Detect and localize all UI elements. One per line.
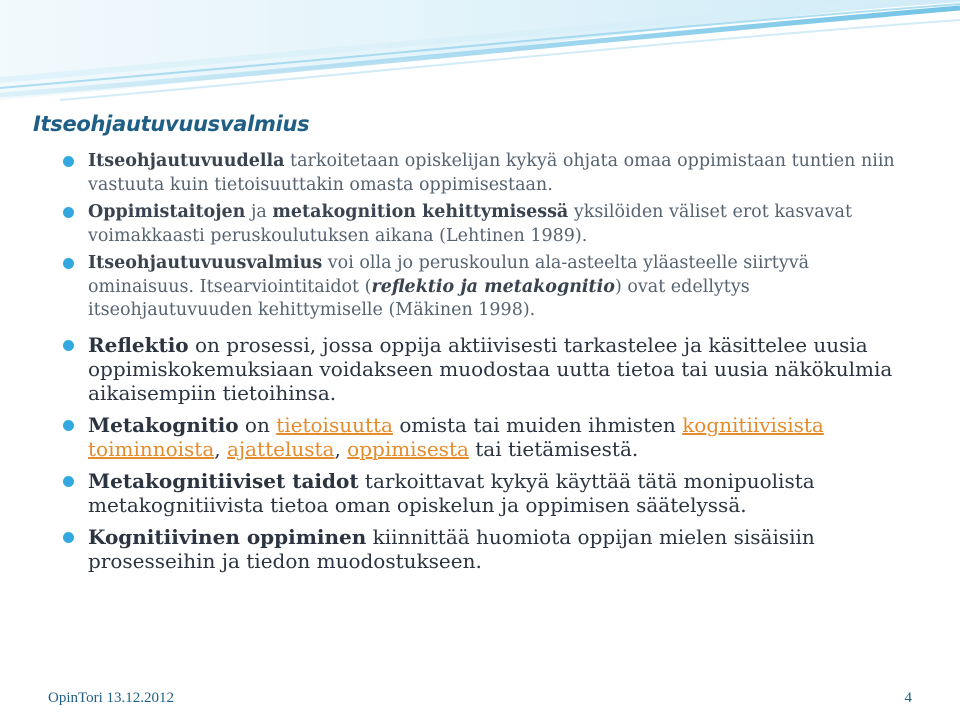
item-text: kiinnittää huomiota oppijan mielen sisäisiin prosesseihin ja tiedon muodostukseen. [88,524,815,573]
bullet-list [58,150,918,581]
item-text: , [214,436,227,461]
item-text: ja [245,202,273,222]
list-item [58,525,918,573]
bullet-icon [63,476,74,487]
term-bold: Itseohjautuvuudella [88,151,285,171]
item-text: voi olla jo peruskoulun ala-asteelta yläasteelle siirtyvä ominaisuus. Itsearviointitaidot ( [88,253,810,297]
link-oppimisesta[interactable]: oppimisesta [347,436,469,461]
slide-title: Itseohjautuvuusvalmius [33,112,310,136]
item-text: ) ovat edellytys itseohjautuvuuden kehittymiselle (Mäkinen 1998). [88,276,750,320]
page-number: 4 [904,690,912,706]
bullet-icon [63,532,74,543]
item-text: on prosessi, jossa oppija aktiivisesti tarkastelee ja käsittelee uusia oppimiskokemuksiaan voidakseen muodostaa uutta tietoa tai uusia näkökulmia aikaisempiin tietoihinsa. [88,332,893,405]
list-item [58,413,918,461]
item-text: yksilöiden väliset erot kasvavat voimakkaasti peruskoulutuksen aikana (Lehtinen 1989). [88,202,853,246]
item-text: tarkoittavat kykyä käyttää tätä monipuolista metakognitiivista tietoa oman opiskelun ja oppimisen säätelyssä. [88,468,815,517]
bullet-icon [63,156,74,167]
list-item [58,150,918,197]
link-kognitiivisista-toiminnoista[interactable]: kognitiivisista toiminnoista [88,412,824,461]
item-text: tarkoitetaan opiskelijan kykyä ohjata omaa oppimistaan tuntien niin vastuuta kuin tietoisuuttakin omasta oppimisestaan. [88,151,895,195]
bullet-icon [63,340,74,351]
term-bold-italic: reflektio ja metakognitio [371,276,615,297]
bullet-icon [63,420,74,431]
list-item [58,201,918,248]
term-bold: Kognitiivinen oppiminen [88,524,367,549]
term-bold: Oppimistaitojen [88,202,246,222]
link-ajattelusta[interactable]: ajattelusta [226,436,335,461]
item-text: omista tai muiden ihmisten [392,412,683,437]
term-bold: Metakognitiiviset taidot [88,468,359,493]
list-item [58,252,918,323]
list-item [58,469,918,517]
list-item [58,333,918,405]
bullet-icon [63,258,74,269]
term-bold: Metakognitio [88,412,239,437]
term-bold: Itseohjautuvuusvalmius [88,253,323,273]
footer-date: OpinTori 13.12.2012 [48,690,175,706]
bullet-icon [63,207,74,218]
link-tietoisuutta[interactable]: tietoisuutta [276,412,393,437]
term-bold: Reflektio [88,332,189,357]
item-text: , [334,436,348,461]
item-text: tai tietämisestä. [468,436,639,461]
item-text: on [238,412,277,437]
header-swoosh-decoration [0,0,960,110]
term-bold: metakognition kehittymisessä [272,202,569,222]
